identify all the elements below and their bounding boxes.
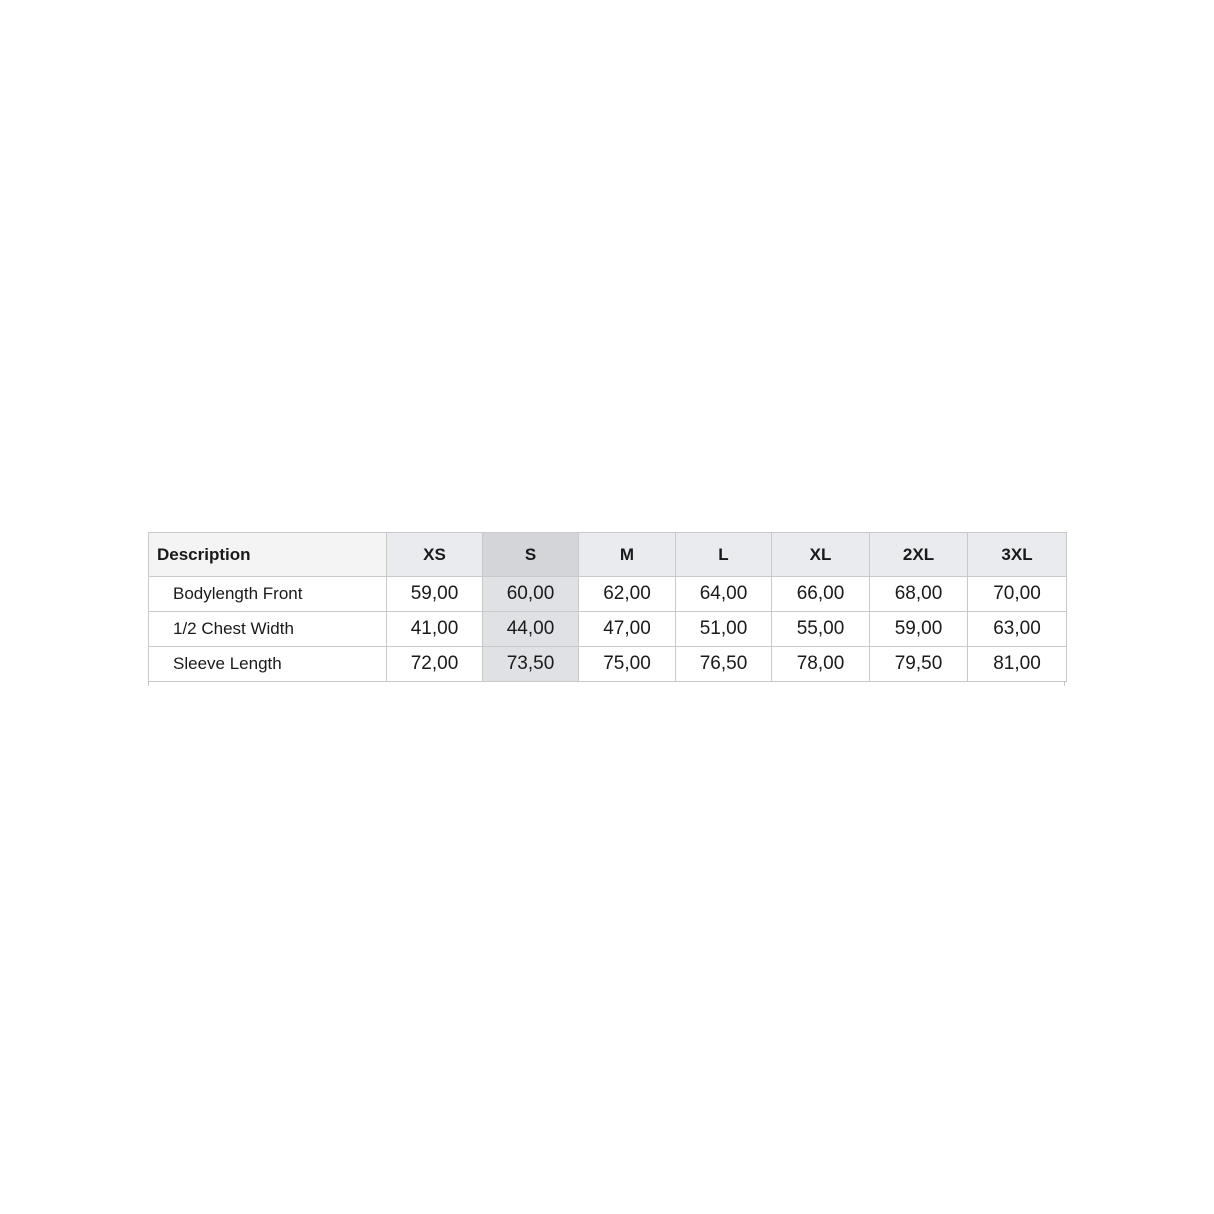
table-row — [149, 647, 1067, 682]
table-cell: 59,00 — [387, 577, 483, 612]
table-cell: 62,00 — [579, 577, 676, 612]
header-row — [149, 533, 1067, 577]
table-cell: 63,00 — [968, 612, 1067, 647]
size-header-l: L — [676, 533, 772, 577]
table-bottom-edge — [148, 682, 1065, 686]
table-cell: 59,00 — [870, 612, 968, 647]
table-cell: 66,00 — [772, 577, 870, 612]
size-header-m: M — [579, 533, 676, 577]
table-cell: 79,50 — [870, 647, 968, 682]
row-label: Bodylength Front — [149, 577, 387, 612]
row-label: 1/2 Chest Width — [149, 612, 387, 647]
size-header-s: S — [483, 533, 579, 577]
table-row — [149, 612, 1067, 647]
table-cell: 73,50 — [483, 647, 579, 682]
table-cell: 55,00 — [772, 612, 870, 647]
table-cell: 81,00 — [968, 647, 1067, 682]
table-row — [149, 577, 1067, 612]
table-cell: 41,00 — [387, 612, 483, 647]
table-cell: 68,00 — [870, 577, 968, 612]
table-cell: 75,00 — [579, 647, 676, 682]
table-cell: 76,50 — [676, 647, 772, 682]
table-cell: 78,00 — [772, 647, 870, 682]
size-header-xs: XS — [387, 533, 483, 577]
table-cell: 44,00 — [483, 612, 579, 647]
table-cell: 47,00 — [579, 612, 676, 647]
size-header-3xl: 3XL — [968, 533, 1067, 577]
size-header-2xl: 2XL — [870, 533, 968, 577]
row-label: Sleeve Length — [149, 647, 387, 682]
size-chart — [148, 532, 1066, 686]
description-header: Description — [149, 533, 387, 577]
table-cell: 64,00 — [676, 577, 772, 612]
table-cell: 51,00 — [676, 612, 772, 647]
size-header-xl: XL — [772, 533, 870, 577]
table-cell: 60,00 — [483, 577, 579, 612]
table-cell: 70,00 — [968, 577, 1067, 612]
table-cell: 72,00 — [387, 647, 483, 682]
size-table — [148, 532, 1067, 682]
